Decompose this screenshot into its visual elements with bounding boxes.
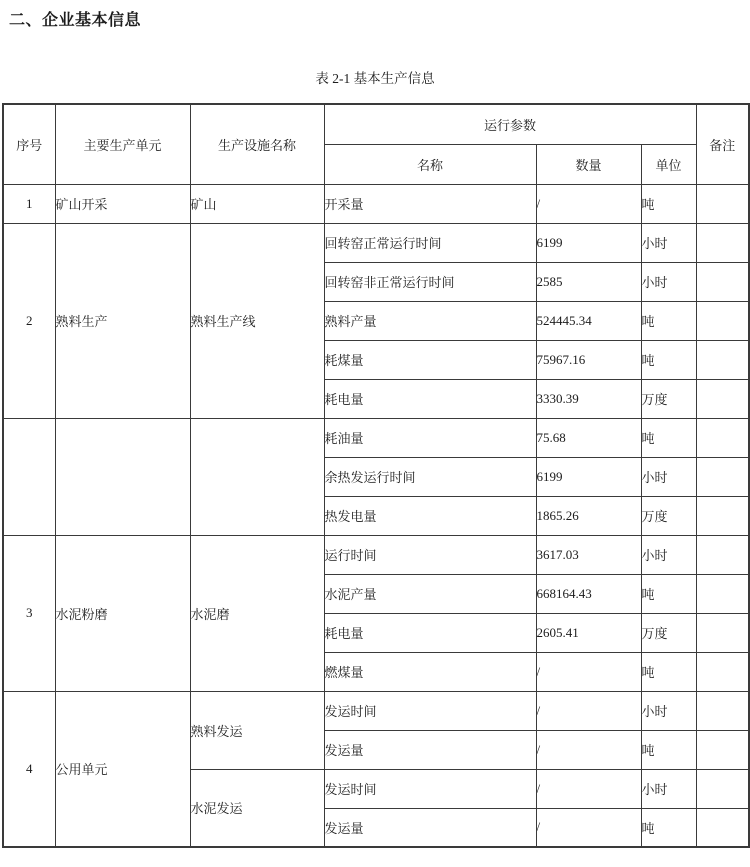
unit-measure-cell: 吨 bbox=[641, 574, 696, 613]
unit-measure-cell: 吨 bbox=[641, 652, 696, 691]
param-name-cell: 余热发运行时间 bbox=[324, 457, 536, 496]
remark-cell bbox=[696, 496, 749, 535]
col-header-unit: 单位 bbox=[641, 144, 696, 184]
col-header-production-unit: 主要生产单元 bbox=[55, 104, 190, 184]
qty-cell: 3330.39 bbox=[536, 379, 641, 418]
unit-measure-cell: 小时 bbox=[641, 769, 696, 808]
qty-cell: / bbox=[536, 652, 641, 691]
table-header bbox=[3, 104, 749, 184]
qty-cell: / bbox=[536, 769, 641, 808]
production-unit-cell bbox=[55, 418, 190, 535]
param-name-cell: 发运量 bbox=[324, 808, 536, 847]
qty-cell: 668164.43 bbox=[536, 574, 641, 613]
qty-cell: 1865.26 bbox=[536, 496, 641, 535]
unit-measure-cell: 万度 bbox=[641, 613, 696, 652]
param-name-cell: 发运时间 bbox=[324, 769, 536, 808]
remark-cell bbox=[696, 301, 749, 340]
param-name-cell: 耗煤量 bbox=[324, 340, 536, 379]
header-row-1 bbox=[3, 104, 749, 144]
remark-cell bbox=[696, 184, 749, 223]
qty-cell: 75.68 bbox=[536, 418, 641, 457]
unit-measure-cell: 吨 bbox=[641, 184, 696, 223]
table-row bbox=[3, 184, 749, 223]
section-heading: 二、企业基本信息 bbox=[9, 12, 142, 29]
production-unit-cell: 公用单元 bbox=[55, 691, 190, 847]
table-row bbox=[3, 535, 749, 574]
qty-cell: / bbox=[536, 730, 641, 769]
remark-cell bbox=[696, 691, 749, 730]
unit-measure-cell: 吨 bbox=[641, 301, 696, 340]
qty-cell: 2605.41 bbox=[536, 613, 641, 652]
qty-cell: 75967.16 bbox=[536, 340, 641, 379]
qty-cell: / bbox=[536, 691, 641, 730]
col-header-remark: 备注 bbox=[696, 104, 749, 184]
param-name-cell: 运行时间 bbox=[324, 535, 536, 574]
unit-measure-cell: 吨 bbox=[641, 340, 696, 379]
facility-cell: 矿山 bbox=[190, 184, 324, 223]
param-name-cell: 开采量 bbox=[324, 184, 536, 223]
qty-cell: 3617.03 bbox=[536, 535, 641, 574]
param-name-cell: 发运时间 bbox=[324, 691, 536, 730]
facility-cell: 熟料发运 bbox=[190, 691, 324, 769]
facility-cell bbox=[190, 418, 324, 535]
unit-measure-cell: 小时 bbox=[641, 223, 696, 262]
param-name-cell: 耗电量 bbox=[324, 613, 536, 652]
unit-measure-cell: 万度 bbox=[641, 496, 696, 535]
unit-measure-cell: 吨 bbox=[641, 418, 696, 457]
remark-cell bbox=[696, 535, 749, 574]
param-name-cell: 热发电量 bbox=[324, 496, 536, 535]
unit-measure-cell: 小时 bbox=[641, 262, 696, 301]
unit-measure-cell: 小时 bbox=[641, 457, 696, 496]
production-table bbox=[2, 103, 750, 848]
qty-cell: 6199 bbox=[536, 457, 641, 496]
param-name-cell: 燃煤量 bbox=[324, 652, 536, 691]
col-header-seq: 序号 bbox=[3, 104, 55, 184]
param-name-cell: 水泥产量 bbox=[324, 574, 536, 613]
unit-measure-cell: 小时 bbox=[641, 535, 696, 574]
remark-cell bbox=[696, 418, 749, 457]
seq-cell: 1 bbox=[3, 184, 55, 223]
remark-cell bbox=[696, 730, 749, 769]
seq-cell bbox=[3, 418, 55, 535]
remark-cell bbox=[696, 652, 749, 691]
remark-cell bbox=[696, 613, 749, 652]
remark-cell bbox=[696, 769, 749, 808]
param-name-cell: 耗电量 bbox=[324, 379, 536, 418]
col-header-qty: 数量 bbox=[536, 144, 641, 184]
facility-cell: 熟料生产线 bbox=[190, 223, 324, 418]
param-name-cell: 回转窑正常运行时间 bbox=[324, 223, 536, 262]
facility-cell: 水泥磨 bbox=[190, 535, 324, 691]
param-name-cell: 耗油量 bbox=[324, 418, 536, 457]
unit-measure-cell: 万度 bbox=[641, 379, 696, 418]
param-name-cell: 熟料产量 bbox=[324, 301, 536, 340]
col-header-facility: 生产设施名称 bbox=[190, 104, 324, 184]
qty-cell: 524445.34 bbox=[536, 301, 641, 340]
table-row bbox=[3, 691, 749, 730]
table-row bbox=[3, 223, 749, 262]
remark-cell bbox=[696, 223, 749, 262]
col-header-params: 运行参数 bbox=[324, 104, 696, 144]
param-name-cell: 回转窑非正常运行时间 bbox=[324, 262, 536, 301]
qty-cell: 6199 bbox=[536, 223, 641, 262]
remark-cell bbox=[696, 574, 749, 613]
production-unit-cell: 矿山开采 bbox=[55, 184, 190, 223]
qty-cell: / bbox=[536, 184, 641, 223]
seq-cell: 2 bbox=[3, 223, 55, 418]
qty-cell: 2585 bbox=[536, 262, 641, 301]
facility-cell: 水泥发运 bbox=[190, 769, 324, 847]
table-caption: 表 2-1 基本生产信息 bbox=[315, 71, 435, 86]
production-unit-cell: 熟料生产 bbox=[55, 223, 190, 418]
production-unit-cell: 水泥粉磨 bbox=[55, 535, 190, 691]
param-name-cell: 发运量 bbox=[324, 730, 536, 769]
remark-cell bbox=[696, 379, 749, 418]
production-table-body bbox=[3, 184, 749, 847]
table-row bbox=[3, 418, 749, 457]
col-header-param-name: 名称 bbox=[324, 144, 536, 184]
remark-cell bbox=[696, 457, 749, 496]
seq-cell: 3 bbox=[3, 535, 55, 691]
remark-cell bbox=[696, 262, 749, 301]
unit-measure-cell: 吨 bbox=[641, 730, 696, 769]
unit-measure-cell: 吨 bbox=[641, 808, 696, 847]
seq-cell: 4 bbox=[3, 691, 55, 847]
remark-cell bbox=[696, 808, 749, 847]
unit-measure-cell: 小时 bbox=[641, 691, 696, 730]
qty-cell: / bbox=[536, 808, 641, 847]
remark-cell bbox=[696, 340, 749, 379]
